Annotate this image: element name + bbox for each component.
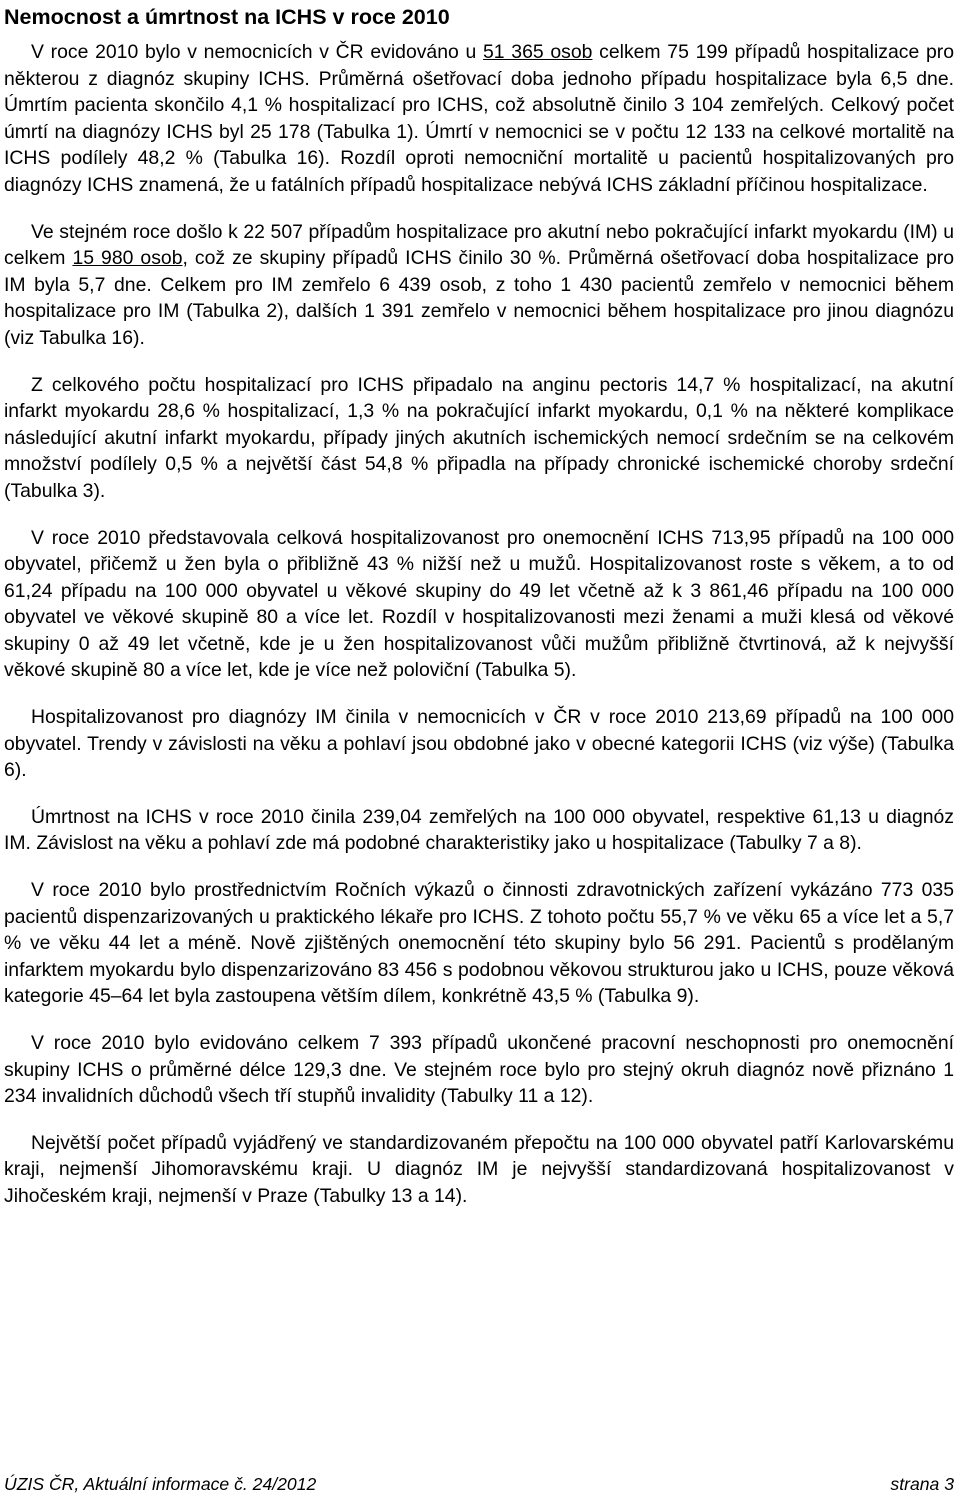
page-footer xyxy=(4,1473,954,1495)
paragraph-text: Ve stejném roce došlo k 22 507 případům hospitalizace pro akutní nebo pokračující infarkt myokardu (IM) u celkem xyxy=(4,220,954,270)
footer-page-number: strana 3 xyxy=(890,1474,954,1494)
paragraph-work-incapacity: V roce 2010 bylo evidováno celkem 7 393 případů ukončené pracovní neschopnosti pro onemocnění skupiny ICHS o průměrné délce 129,3 dne. Ve stejném roce bylo pro stejný okruh diagnóz nově přiznáno 1 234 invalidních důchodů všech tří stupňů invalidity (Tabulky 11 a 12). xyxy=(4,1032,954,1108)
underlined-persons-count: 15 980 osob xyxy=(72,247,183,270)
paragraph-hospitalization-rate: V roce 2010 představovala celková hospitalizovanost pro onemocnění ICHS 713,95 případů na 100 000 obyvatel, přičemž u žen byla o přibližně 43 % nižší než u mužů. Hospitalizovanost roste s věkem, a to od 61,24 případu na 100 000 obyvatel u věkové skupiny do 49 let včetně až k 3 861,46 případu na 100 000 obyvatel ve věkové skupině 80 a více let. Rozdíl v hospitalizovanosti mezi ženami a muži klesá od věkové skupiny 0 až 49 let včetně, kde je u žen hospitalizovanost vůči mužům přibližně čtvrtinová, až k nejvyšší věkové skupině 80 a více let, kde je více než poloviční (Tabulka 5). xyxy=(4,526,954,682)
page-title: Nemocnost a úmrtnost na ICHS v roce 2010 xyxy=(4,5,450,29)
paragraph-dispensary-care: V roce 2010 bylo prostřednictvím Ročních výkazů o činnosti zdravotnických zařízení vykázáno 773 035 pacientů dispenzarizovaných u praktického lékaře pro ICHS. Z tohoto počtu 55,7 % ve věku 65 a více let a 5,7 % ve věku 44 let a méně. Nově zjištěných onemocnění této skupiny bylo 56 291. Pacientů s prodělaným infarktem myokardu bylo dispenzarizováno 83 456 s podobnou věkovou strukturou jako u ICHS, pouze věková kategorie 45–64 let byla zastoupena větším dílem, konkrétně 43,5 % (Tabulka 9). xyxy=(4,879,954,1008)
paragraph-hospitalization-summary xyxy=(4,39,954,199)
paragraph-text: , což ze skupiny případů ICHS činilo 30 %. Průměrná ošetřovací doba hospitalizace pro IM byla 5,7 dne. Celkem pro IM zemřelo 6 439 osob, z toho 1 430 pacientů zemřelo v nemocnici během hospitalizace pro IM (Tabulka 2), dalších 1 391 zemřelo v nemocnici během hospitalizace pro jinou diagnózu (viz Tabulka 16). xyxy=(4,247,954,349)
paragraph-text: V roce 2010 bylo v nemocnicích v ČR evidováno u xyxy=(31,41,484,63)
paragraph-im-hospitalization-rate: Hospitalizovanost pro diagnózy IM činila v nemocnicích v ČR v roce 2010 213,69 případů na 100 000 obyvatel. Trendy v závislosti na věku a pohlaví jsou obdobné jako v obecné kategorii ICHS (viz výše) (Tabulka 6). xyxy=(4,706,954,782)
paragraph-regional-differences: Největší počet případů vyjádřený ve standardizovaném přepočtu na 100 000 obyvatel patří Karlovarskému kraji, nejmenší Jihomoravskému kraji. U diagnóz IM je nejvyšší standardizovaná hospitalizovanost v Jihočeském kraji, nejmenší v Praze (Tabulky 13 a 14). xyxy=(4,1131,954,1207)
paragraph-mortality: Úmrtnost na ICHS v roce 2010 činila 239,04 zemřelých na 100 000 obyvatel, respektive 61,13 u diagnóz IM. Závislost na věku a pohlaví zde má podobné charakteristiky jako u hospitalizace (Tabulky 7 a 8). xyxy=(4,805,954,855)
paragraph-diagnosis-shares: Z celkového počtu hospitalizací pro ICHS připadalo na anginu pectoris 14,7 % hospitalizací, na akutní infarkt myokardu 28,6 % hospitalizací, 1,3 % na pokračující infarkt myokardu, 0,1 % na některé komplikace následující akutní infarkt myokardu, případy jiných akutních ischemických nemocí srdečním se na celkovém množství podílely 0,5 % a největší část 54,8 % připadla na případy chronické ischemické choroby srdeční (Tabulka 3). xyxy=(4,373,954,502)
paragraph-text: celkem 75 199 případů hospitalizace pro některou z diagnóz skupiny ICHS. Průměrná ošetřovací doba jednoho případu hospitalizace byla 6,5 dne. Úmrtím pacienta skončilo 4,1 % hospitalizací pro ICHS, což absolutně činilo 3 104 zemřelých. Celkový počet úmrtí na diagnózy ICHS byl 25 178 (Tabulka 1). Úmrtí v nemocnici se v počtu 12 133 na celkové mortalitě na ICHS podílely 48,2 % (Tabulka 16). Rozdíl oproti nemocniční mortalitě u pacientů hospitalizovaných pro diagnózy ICHS znamená, že u fatálních případů hospitalizace nebývá ICHS základní příčinou hospitalizace. xyxy=(4,41,954,196)
footer-publication: ÚZIS ČR, Aktuální informace č. 24/2012 xyxy=(4,1474,317,1494)
paragraph-myocardial-infarction xyxy=(4,219,954,352)
underlined-persons-count: 51 365 osob xyxy=(483,41,593,63)
document-page xyxy=(4,0,954,1230)
